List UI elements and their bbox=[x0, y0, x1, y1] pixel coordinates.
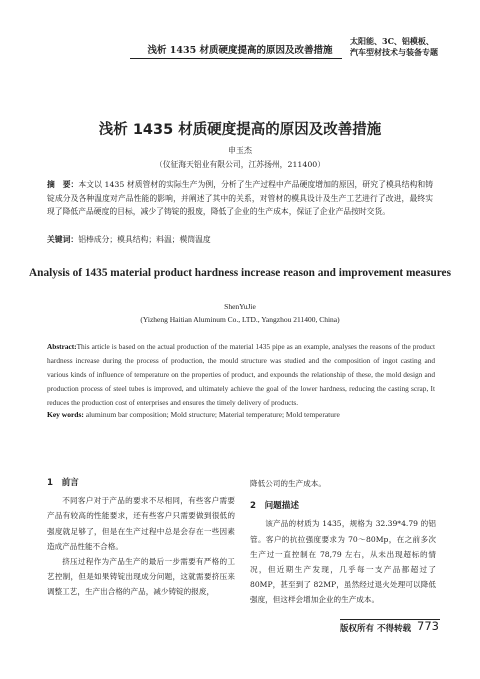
body-paragraph: 降低公司的生产成本。 bbox=[250, 479, 326, 488]
abstract-cn bbox=[47, 178, 433, 219]
keywords-en bbox=[47, 409, 435, 421]
body-column-left bbox=[47, 476, 235, 600]
keywords-text-cn: 铝棒成分；模具结构；料温；模筒温度 bbox=[78, 235, 211, 244]
keywords-text-en: aluminum bar composition; Mold structure; Material temperature; Mold temperature bbox=[85, 410, 340, 419]
abstract-en bbox=[47, 340, 435, 410]
author-en: ShenYuJie bbox=[224, 302, 256, 311]
keywords-cn bbox=[47, 233, 433, 246]
body-column-right bbox=[250, 476, 436, 608]
abstract-text-en: This article is based on the actual production of the material 1435 pipe as an example, analyses the reasons of the product hardness increase during the process of production, the mould structure was studied and the composition of ingot casting and various kinds of influence of temperature on the properties of product, and expounds the relationship of these, the mold design and production process of steel tubes is improved, and ultimately achieve the goal of the lower hardness, reducing the casting scrap, It reduces the production cost of enterprises and ensures the timely delivery of products. bbox=[47, 342, 435, 407]
keywords-label-cn: 关键词： bbox=[47, 235, 79, 244]
section-heading-problem: 2 问题描述 bbox=[250, 501, 299, 512]
paper-title-cn: 浅析 1435 材质硬度提高的原因及改善措施 bbox=[98, 122, 382, 138]
abstract-label-en: Abstract: bbox=[47, 342, 77, 351]
section-gap bbox=[250, 491, 436, 499]
abstract-label-cn: 摘 要： bbox=[47, 180, 79, 189]
header-rule bbox=[130, 58, 342, 59]
paper-title-en: Analysis of 1435 material product hardness increase reason and improvement measures bbox=[29, 267, 451, 279]
affiliation-en: (Yizheng Haitian Aluminum Co., LTD., Yangzhou 211400, China) bbox=[140, 315, 340, 324]
column-label-line1: 太阳能、3C、铝模板、 bbox=[350, 36, 434, 46]
abstract-text-cn: 本文以 1435 材质管材的实际生产为例，分析了生产过程中产品硬度增加的原因，研究了模具结构和铸锭成分及各种温度对产品性能的影响，并阐述了其中的关系，对管材的模具设计及生产工艺进行了改进，最终实现了降低产品硬度的目标，减少了铸锭的报废，降低了企业的生产成本，保证了企业产品按时交货。 bbox=[47, 180, 433, 216]
affiliation-cn: （仪征海天铝业有限公司，江苏扬州，211400） bbox=[154, 160, 326, 169]
copyright-notice: 版权所有 不得转载 bbox=[340, 624, 411, 634]
column-label bbox=[350, 36, 446, 58]
body-paragraph: 不同客户对于产品的要求不尽相同，有些客户需要产品有较高的性能要求，还有些客户只需要做到很低的强度就足够了，但是在生产过程中总是会存在一些因素造成产品性能不合格。 bbox=[47, 496, 235, 551]
body-paragraph: 挤压过程作为产品生产的最后一步需要有严格的工艺控制，但是如果铸锭出现成分问题，这就需要挤压来调整工艺，生产出合格的产品，减少铸锭的报废， bbox=[47, 557, 235, 597]
author-cn: 申玉杰 bbox=[228, 146, 252, 155]
section-heading-intro: 1 前言 bbox=[47, 478, 79, 488]
keywords-label-en: Key words: bbox=[47, 410, 84, 419]
column-label-line2: 汽车型材技术与装备专题 bbox=[350, 47, 438, 57]
page-number: 773 bbox=[417, 619, 439, 633]
body-paragraph: 该产品的材质为 1435，规格为 32.39*4.79 的铝管。客户的抗拉强度要求为 70～80Mp，在之前多次生产过一直控制在 78,79 左右，从未出现超标的情况，但近期生产发现，几乎每一支产品都超过了 80MP，甚至到了 82MP，虽然经过退火处理可以降低强度，但这样会增加企业的生产成本。 bbox=[250, 519, 436, 605]
running-title: 浅析 1435 材质硬度提高的原因及改善措施 bbox=[147, 45, 333, 56]
